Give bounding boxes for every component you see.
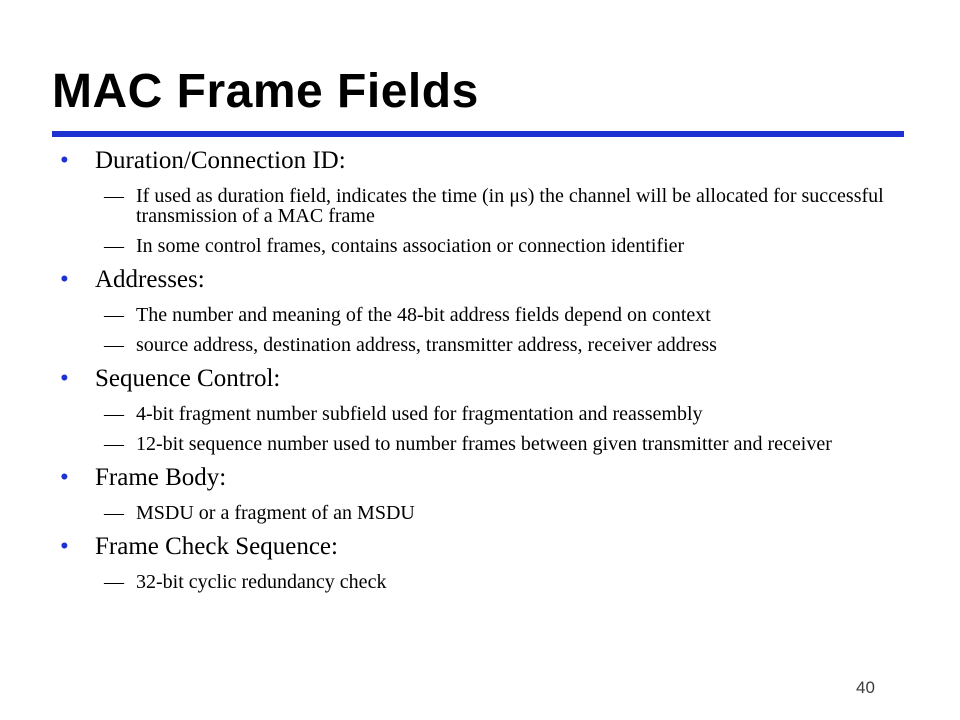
sub-item-text: 32-bit cyclic redundancy check xyxy=(136,571,387,593)
bullet-label: Frame Check Sequence: xyxy=(95,533,338,560)
sub-item xyxy=(60,236,900,256)
slide-title: MAC Frame Fields xyxy=(52,65,479,118)
sub-item-text: source address, destination address, transmitter address, receiver address xyxy=(136,334,717,356)
bullet-icon: • xyxy=(60,147,69,174)
sub-item xyxy=(60,404,900,424)
dash-icon: — xyxy=(104,334,124,356)
bullet-label: Sequence Control: xyxy=(95,365,281,392)
bullet-label: Frame Body: xyxy=(95,464,227,491)
bullet-item xyxy=(60,265,900,295)
sub-item-text: 12-bit sequence number used to number frames between given transmitter and receiver xyxy=(136,433,832,455)
bullet-label: Duration/Connection ID: xyxy=(95,147,346,174)
bullet-item xyxy=(60,146,900,176)
sub-item-text: 4-bit fragment number subfield used for fragmentation and reassembly xyxy=(136,403,703,425)
sub-item xyxy=(60,186,900,226)
dash-icon: — xyxy=(104,433,124,455)
sub-item-text: MSDU or a fragment of an MSDU xyxy=(136,502,415,524)
page-number: 40 xyxy=(856,678,875,697)
sub-item xyxy=(60,305,900,325)
bullet-icon: • xyxy=(60,464,69,491)
dash-icon: — xyxy=(104,185,124,207)
bullet-item xyxy=(60,463,900,493)
dash-icon: — xyxy=(104,235,124,257)
dash-icon: — xyxy=(104,403,124,425)
title-underline xyxy=(52,131,904,137)
bullet-item xyxy=(60,364,900,394)
sub-item-text: The number and meaning of the 48-bit address fields depend on context xyxy=(136,304,711,326)
slide-content xyxy=(60,146,900,592)
bullet-icon: • xyxy=(60,365,69,392)
dash-icon: — xyxy=(104,304,124,326)
sub-item xyxy=(60,434,900,454)
bullet-icon: • xyxy=(60,533,69,560)
sub-item-text: If used as duration field, indicates the time (in μs) the channel will be allocated for successful transmission of a MAC frame xyxy=(136,185,884,227)
sub-item xyxy=(60,335,900,355)
sub-item xyxy=(60,503,900,523)
sub-item xyxy=(60,572,900,592)
bullet-icon: • xyxy=(60,266,69,293)
bullet-item xyxy=(60,532,900,562)
dash-icon: — xyxy=(104,502,124,524)
sub-item-text: In some control frames, contains association or connection identifier xyxy=(136,235,685,257)
bullet-label: Addresses: xyxy=(95,266,205,293)
dash-icon: — xyxy=(104,571,124,593)
